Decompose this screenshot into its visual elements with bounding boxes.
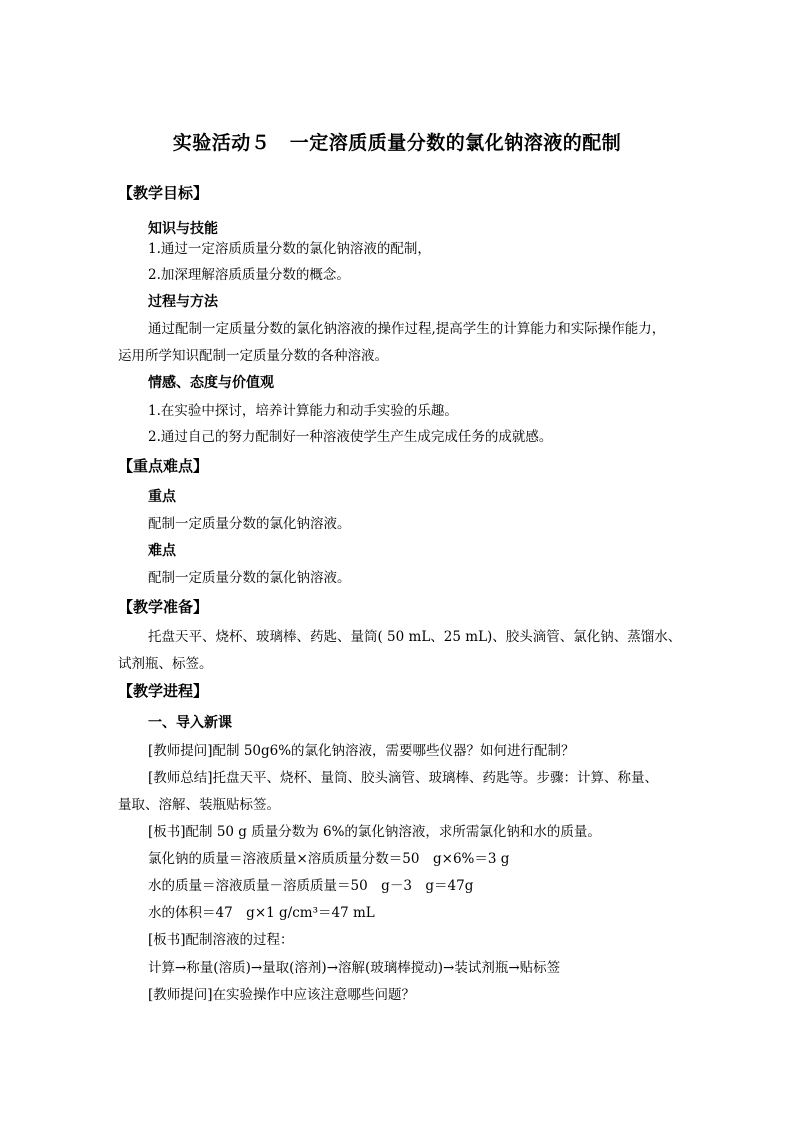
- paragraph-line: 2.加深理解溶质质量分数的概念。: [148, 267, 350, 283]
- paragraph-line: 量取、溶解、装瓶贴标签。: [118, 797, 280, 813]
- paragraph-line: 托盘天平、烧杯、玻璃棒、药匙、量筒( 50 mL、25 mL)、胶头滴管、氯化钠、蒸馏水、: [148, 629, 682, 645]
- paragraph-line: [教师总结]托盘天平、烧杯、量筒、胶头滴管、玻璃棒、药匙等。步骤：计算、称量、: [148, 770, 659, 786]
- paragraph-line: 2.通过自己的努力配制好一种溶液使学生产生成完成任务的成就感。: [148, 429, 553, 445]
- section-heading-key-points: 【重点难点】: [118, 457, 209, 475]
- subheading-process: 过程与方法: [148, 294, 218, 310]
- section-heading-objectives: 【教学目标】: [118, 184, 209, 202]
- paragraph-line: [教师提问]在实验操作中应该注意哪些问题？: [148, 987, 416, 1003]
- paragraph-line: 水的体积＝47 g×1 g/cm³＝47 mL: [148, 905, 375, 921]
- page-title: 实验活动５ 一定溶质质量分数的氯化钠溶液的配制: [172, 132, 622, 154]
- paragraph-line: 1.在实验中探讨，培养计算能力和动手实验的乐趣。: [148, 403, 458, 419]
- section-heading-preparation: 【教学准备】: [118, 598, 209, 616]
- subheading-emotion: 情感、态度与价值观: [148, 375, 274, 391]
- paragraph-line: 配制一定质量分数的氯化钠溶液。: [148, 516, 351, 532]
- subheading-key: 重点: [148, 489, 176, 505]
- subheading-intro: 一、导入新课: [148, 715, 232, 731]
- paragraph-line: [板书]配制 50 g 质量分数为 6%的氯化钠溶液，求所需氯化钠和水的质量。: [148, 824, 601, 840]
- paragraph-line: 计算→称量(溶质)→量取(溶剂)→溶解(玻璃棒搅动)→装试剂瓶→贴标签: [148, 960, 561, 976]
- paragraph-line: 水的质量＝溶液质量－溶质质量＝50 g－3 g＝47g: [148, 878, 474, 894]
- paragraph-line: 试剂瓶、标签。: [118, 656, 213, 672]
- paragraph-line: [教师提问]配制 50g6%的氯化钠溶液，需要哪些仪器？如何进行配制？: [148, 743, 575, 759]
- paragraph-line: 运用所学知识配制一定质量分数的各种溶液。: [118, 348, 388, 364]
- subheading-knowledge: 知识与技能: [148, 221, 218, 237]
- paragraph-line: 氯化钠的质量＝溶液质量×溶质质量分数＝50 g×6%＝3 g: [148, 851, 510, 867]
- paragraph-line: [板书]配制溶液的过程：: [148, 932, 294, 948]
- section-heading-process: 【教学进程】: [118, 682, 209, 700]
- paragraph-line: 配制一定质量分数的氯化钠溶液。: [148, 570, 351, 586]
- subheading-difficult: 难点: [148, 543, 176, 559]
- paragraph-line: 1.通过一定溶质质量分数的氯化钠溶液的配制，: [148, 241, 431, 257]
- paragraph-line: 通过配制一定质量分数的氯化钠溶液的操作过程,提高学生的计算能力和实际操作能力，: [148, 321, 666, 337]
